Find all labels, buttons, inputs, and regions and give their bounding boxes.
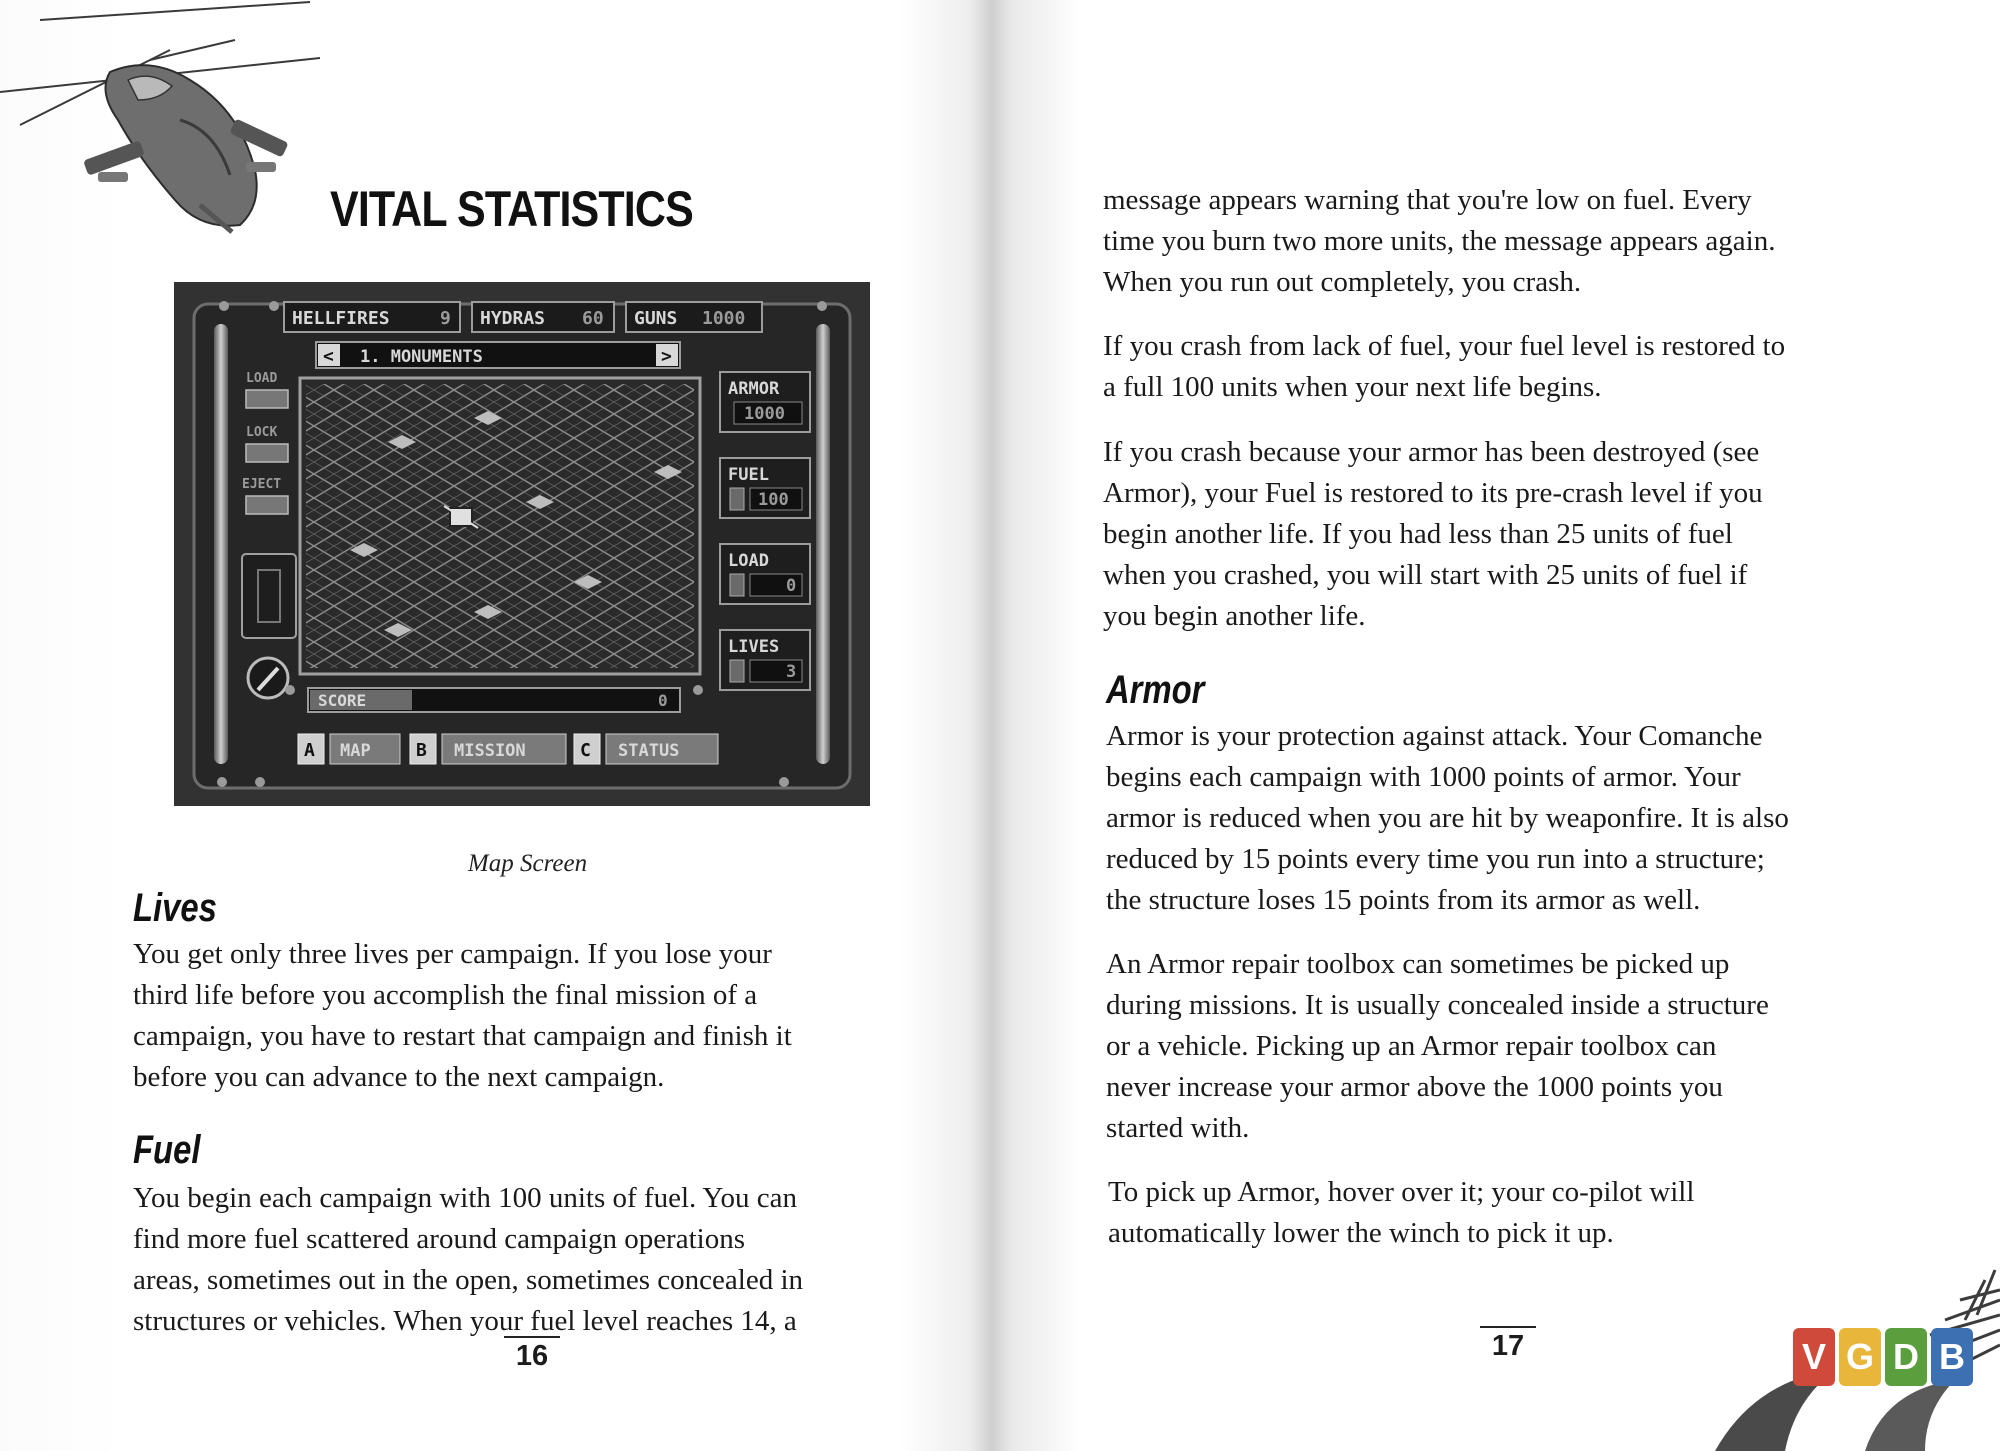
armor-2-line-5: started with.: [1106, 1112, 1250, 1144]
guns-value: 1000: [702, 308, 746, 329]
load-panel-label: LOAD: [728, 551, 769, 571]
fuel-cont-1-line-1: message appears warning that you're low on fuel. Every: [1103, 184, 1752, 216]
fuel-cont-1-line-2: time you burn two more units, the message appears again.: [1103, 225, 1776, 257]
armor-3-line-2: automatically lower the winch to pick it up.: [1108, 1217, 1614, 1249]
fuel-cont-3-line-5: you begin another life.: [1103, 600, 1366, 632]
lives-panel: [720, 630, 810, 690]
armor-1-line-3: armor is reduced when you are hit by weaponfire. It is also: [1106, 802, 1789, 834]
armor-2-line-4: never increase your armor above the 1000 points you: [1106, 1071, 1723, 1103]
lives-paragraph: [133, 934, 792, 1098]
load-panel: [720, 544, 810, 604]
logo-letter-g: G: [1839, 1328, 1881, 1386]
map-screen-caption: Map Screen: [467, 850, 588, 877]
fuel-line-1: You begin each campaign with 100 units of fuel. You can: [133, 1182, 797, 1214]
fuel-line-2: find more fuel scattered around campaign operations: [133, 1223, 745, 1255]
lives-line-1: You get only three lives per campaign. If you lose your: [133, 938, 772, 970]
armor-1-line-4: reduced by 15 points every time you run into a structure;: [1106, 843, 1765, 875]
load-button[interactable]: [246, 390, 288, 408]
fuel-value: 100: [758, 490, 789, 510]
armor-3-line-1: To pick up Armor, hover over it; your co-pilot will: [1108, 1176, 1695, 1208]
fuel-continued-paragraph-1: [1103, 180, 1775, 303]
left-page: [0, 0, 990, 1451]
tab-status-label: STATUS: [618, 741, 680, 761]
fuel-cont-2-line-1: If you crash from lack of fuel, your fuel level is restored to: [1103, 330, 1786, 362]
fuel-cont-3-line-4: when you crashed, you will start with 25 units of fuel if: [1103, 559, 1748, 591]
armor-value: 1000: [744, 404, 785, 424]
helicopter-marker-icon: [444, 506, 478, 528]
fuel-continued-paragraph-2: [1103, 326, 1785, 408]
slot-panel: [242, 554, 296, 638]
load-panel-value: 0: [786, 576, 797, 596]
fuel-cont-1-line-3: When you run out completely, you crash.: [1103, 266, 1582, 298]
tab-mission-label: MISSION: [454, 741, 526, 761]
score-bar: [308, 688, 680, 712]
fuel-cont-3-line-3: begin another life. If you had less than 25 units of fuel: [1103, 518, 1733, 550]
fuel-cont-3-line-2: Armor), your Fuel is restored to its pre-crash level if you: [1103, 477, 1763, 509]
prev-arrow-icon: <: [323, 346, 334, 367]
map-screen-image: [174, 282, 870, 806]
lives-label: LIVES: [728, 637, 780, 657]
fuel-cont-3-line-1: If you crash because your armor has been destroyed (see: [1103, 436, 1760, 468]
fuel-heading: Fuel: [133, 1128, 201, 1172]
next-arrow-icon: >: [661, 346, 672, 367]
logo-letter-b: B: [1931, 1328, 1973, 1386]
armor-paragraph-1: [1106, 716, 1789, 921]
tab-mission-key: B: [416, 740, 427, 761]
right-page: [1000, 0, 2000, 1451]
armor-label: ARMOR: [728, 379, 780, 399]
tab-map[interactable]: [298, 734, 400, 764]
hydras-value: 60: [582, 308, 604, 329]
armor-1-line-2: begins each campaign with 1000 points of armor. Your: [1106, 761, 1741, 793]
page-title: VITAL STATISTICS: [330, 181, 693, 237]
guns-label: GUNS: [634, 308, 678, 329]
page-number-right: 17: [1480, 1326, 1536, 1363]
hellfires-value: 9: [440, 308, 451, 329]
hydras-label: HYDRAS: [480, 308, 546, 329]
logo-letter-v: V: [1793, 1328, 1835, 1386]
load-label: LOAD: [246, 371, 278, 386]
next-mission-button[interactable]: [656, 344, 678, 367]
lock-label: LOCK: [246, 425, 278, 440]
tab-status[interactable]: [574, 734, 718, 764]
armor-2-line-2: during missions. It is usually concealed inside a structure: [1106, 989, 1769, 1021]
tab-map-label: MAP: [340, 741, 371, 761]
helicopter-illustration: [0, 0, 330, 240]
score-value: 0: [658, 691, 668, 710]
fuel-line-4: structures or vehicles. When your fuel level reaches 14, a: [133, 1305, 797, 1337]
lives-heading: Lives: [133, 886, 217, 930]
tab-mission[interactable]: [410, 734, 566, 764]
logo-letter-d: D: [1885, 1328, 1927, 1386]
lives-value: 3: [786, 662, 797, 682]
fuel-paragraph: [133, 1178, 803, 1342]
fuel-label: FUEL: [728, 465, 769, 485]
lives-line-3: campaign, you have to restart that campaign and finish it: [133, 1020, 792, 1052]
lock-button[interactable]: [246, 444, 288, 462]
prev-mission-button[interactable]: [318, 344, 340, 367]
guns-readout: [626, 302, 762, 332]
eject-button[interactable]: [246, 496, 288, 514]
lives-line-4: before you can advance to the next campaign.: [133, 1061, 665, 1093]
armor-2-line-3: or a vehicle. Picking up an Armor repair toolbox can: [1106, 1030, 1717, 1062]
armor-2-line-1: An Armor repair toolbox can sometimes be picked up: [1106, 948, 1730, 980]
fuel-continued-paragraph-3: [1103, 432, 1763, 637]
armor-paragraph-3: [1108, 1172, 1694, 1254]
armor-1-line-1: Armor is your protection against attack. Your Comanche: [1106, 720, 1763, 752]
hellfires-label: HELLFIRES: [292, 308, 390, 329]
lives-line-2: third life before you accomplish the final mission of a: [133, 979, 758, 1011]
hellfires-readout: [284, 302, 460, 332]
mission-name: 1. MONUMENTS: [360, 347, 483, 367]
vgdb-watermark-logo: [1793, 1328, 1973, 1390]
armor-heading: Armor: [1106, 668, 1205, 712]
armor-paragraph-2: [1106, 944, 1769, 1149]
fuel-line-3: areas, sometimes out in the open, sometimes concealed in: [133, 1264, 804, 1296]
page-number-left: 16: [504, 1336, 560, 1373]
tab-map-key: A: [304, 740, 315, 761]
hydras-readout: [472, 302, 614, 332]
eject-label: EJECT: [242, 477, 282, 492]
fuel-cont-2-line-2: a full 100 units when your next life begins.: [1103, 371, 1602, 403]
game-ui: [174, 282, 870, 806]
tab-status-key: C: [580, 740, 591, 761]
score-label: SCORE: [318, 691, 367, 710]
armor-1-line-5: the structure loses 15 points from its armor as well.: [1106, 884, 1701, 916]
armor-panel: [720, 372, 810, 432]
fuel-panel: [720, 458, 810, 518]
